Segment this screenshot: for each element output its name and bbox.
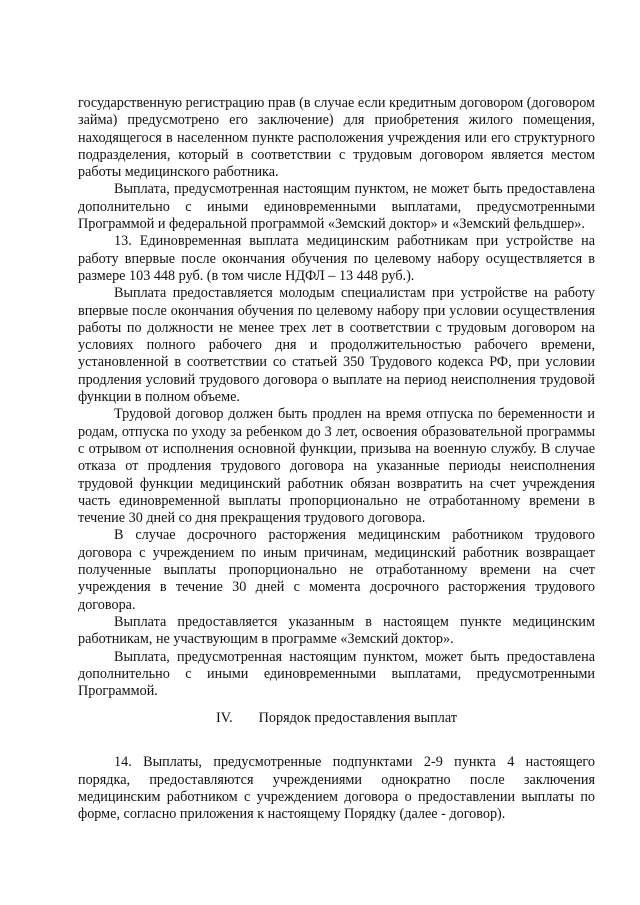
document-page	[78, 95, 595, 824]
paragraph-additional-payment: Выплата, предусмотренная настоящим пунктом, может быть предоставлена дополнительно с иными единовременными выплатами, предусмотренными Программой.	[78, 648, 595, 700]
paragraph-zemsky-doctor-exclusion: Выплата предоставляется указанным в настоящем пункте медицинским работникам, не участвующим в программе «Земский доктор».	[78, 613, 595, 648]
section-title: Порядок предоставления выплат	[258, 710, 457, 727]
paragraph-early-termination: В случае досрочного расторжения медицинским работником трудового договора с учреждением по иным причинам, медицинский работник возвращает полученные выплаты пропорционально не отработанному времени на счет учреждения в течение 30 дней с момента досрочного расторжения трудового договора.	[78, 527, 595, 613]
paragraph-registration-continuation: государственную регистрацию прав (в случае если кредитным договором (договором займа) предусмотрено его заключение) для приобретения жилого помещения, находящегося в населенном пункте расположения учреждения или его структурного подразделения, который в соответствии с трудовым договором является местом работы медицинского работника.	[78, 95, 595, 181]
paragraph-young-specialists: Выплата предоставляется молодым специалистам при устройстве на работу впервые после окончания обучения по целевому набору при условии осуществления работы по должности не менее трех лет в соответствии с трудовым договором на условиях полного рабочего дня и продолжительностью рабочего времени, установленной в соответствии со статьей 350 Трудового кодекса РФ, при условии продления условий трудового договора о выплате на период неисполнения трудовой функции в полном объеме.	[78, 285, 595, 406]
section-heading	[78, 710, 595, 742]
paragraph-item-14: 14. Выплаты, предусмотренные подпунктами 2-9 пункта 4 настоящего порядка, предоставляются учреждениями однократно после заключения медицинским работником с учреждением договора о предоставлении выплаты по форме, согласно приложения к настоящему Порядку (далее - договор).	[78, 754, 595, 823]
paragraph-item-13: 13. Единовременная выплата медицинским работникам при устройстве на работу впервые после окончания обучения по целевому набору осуществляется в размере 103 448 руб. (в том числе НДФЛ – 13 448 руб.).	[78, 233, 595, 284]
paragraph-no-combined-payment: Выплата, предусмотренная настоящим пунктом, не может быть предоставлена дополнительно с иными единовременными выплатами, предусмотренными Программой и федеральной программой «Земский доктор» и «Земский фельдшер».	[78, 181, 595, 233]
paragraph-contract-extension: Трудовой договор должен быть продлен на время отпуска по беременности и родам, отпуска по уходу за ребенком до 3 лет, освоения образовательной программы с отрывом от исполнения основной функции, призыва на военную службу. В случае отказа от продления трудового договора на указанные периоды неисполнения трудовой функции медицинский работник обязан возвратить на счет учреждения часть единовременной выплаты пропорционально не отработанному времени в течение 30 дней со дня прекращения трудового договора.	[78, 406, 595, 527]
section-number: IV.	[215, 710, 233, 727]
